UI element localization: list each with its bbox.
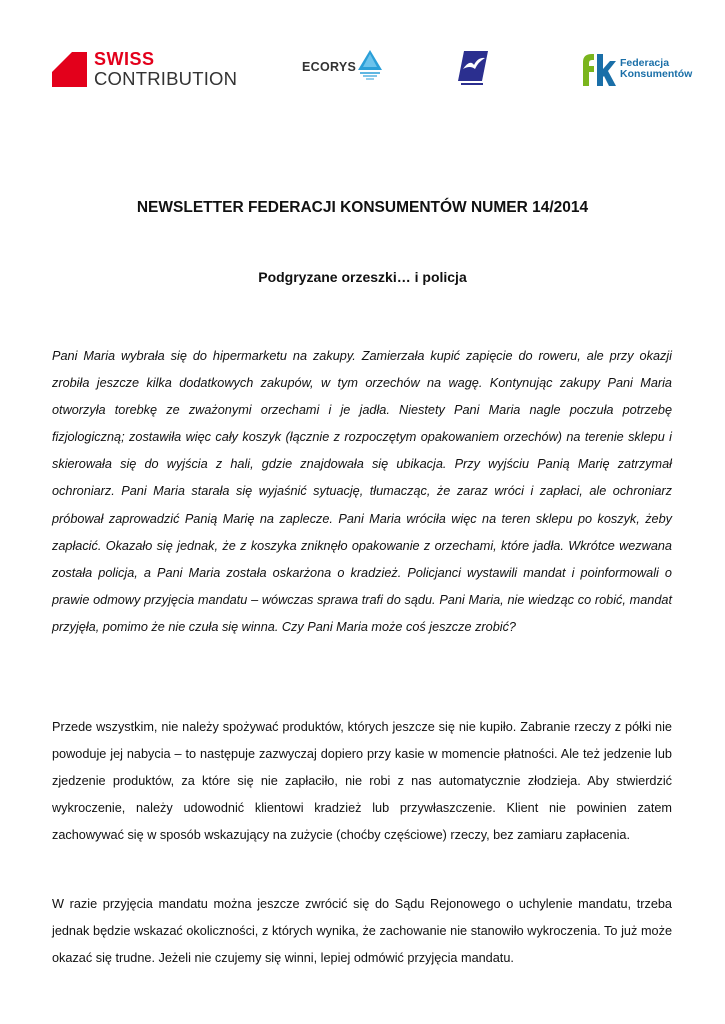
federacja-konsumentow-logo (580, 52, 693, 93)
mandate-paragraph: W razie przyjęcia mandatu można jeszcze zwrócić się do Sądu Rejonowego o uchylenie mandatu, trzeba jednak będzie wskazać okoliczności, z których wynika, że zachowanie nie stanowiło wykroczenia. To już może okazać się trudne. Jeżeli nie czujemy się winni, lepiej odmówić przyjęcia mandatu. (52, 897, 672, 966)
newsletter-title: NEWSLETTER FEDERACJI KONSUMENTÓW NUMER 14/2014 (136, 199, 589, 216)
article-subtitle: Podgryzane orzeszki… i policja (258, 269, 467, 285)
consumer-association-logo (458, 49, 488, 92)
fk-logo-line2: Konsumentów (620, 67, 693, 80)
logo-bar (0, 44, 725, 100)
ecorys-triangle-icon (358, 50, 382, 82)
story-paragraph: Pani Maria wybrała się do hipermarketu na zakupy. Zamierzała kupić zapięcie do roweru, ale przy okazji zrobiła jeszcze kilka dodatkowych zakupów, w tym orzechów na wagę. Kontynując zakupy Pani Maria otworzyła torebkę ze zważonymi orzechami i je jadła. Niestety Pani Maria nagle poczuła potrzebę fizjologiczną; zostawiła więc cały koszyk (łącznie z rozpoczętym opakowaniem orzechów) na terenie sklepu i skierowała się do wyjścia z hali, gdzie znajdowała się ubikacja. Przy wyjściu Panią Marię zatrzymał ochroniarz. Pani Maria starała się wyjaśnić sytuację, tłumacząc, że zaraz wróci i zapłaci, ale ochroniarz próbował zaprowadzić Panią Marię na zaplecze. Pani Maria wróciła więc na teren sklepu po koszyk, żeby zapłacić. Okazało się jednak, że z koszyka zniknęło opakowanie z orzechami, które jadła. Wkrótce wezwana została policja, a Pani Maria została oskarżona o kradzież. Policjanci wystawili mandat i poinformowali o prawie odmowy przyjęcia mandatu – wówczas sprawa trafi do sądu. Pani Maria, nie wiedząc co robić, mandat przyjęła, pomimo że nie czuła się winna. Czy Pani Maria może coś jeszcze zrobić? (52, 349, 672, 634)
swiss-logo-line1: SWISS (94, 49, 155, 69)
swiss-logo-line2: CONTRIBUTION (94, 68, 238, 89)
advice-paragraph: Przede wszystkim, nie należy spożywać produktów, których jeszcze się nie kupiło. Zabranie rzeczy z półki nie powoduje jej nabycia – to następuje zazwyczaj dopiero przy kasie w momencie płatności. Ale też jedzenie lub zjedzenie produktów, za które się nie zapłaciło, nie robi z nas automatycznie złodzieja. Aby stwierdzić wykroczenie, należy udowodnić klientowi kradzież lub przywłaszczenie. Klient nie powinien zatem zachowywać się w sposób wskazujący na zużycie (choćby częściowe) rzeczy, bez zamiaru zapłacenia. (52, 720, 672, 843)
fk-logo-line1: Federacja (620, 57, 670, 69)
bird-emblem-icon (458, 49, 488, 87)
ecorys-wordmark: ECORYS (302, 60, 357, 74)
swiss-flag-icon (52, 52, 87, 87)
fk-mark-icon (580, 52, 616, 88)
